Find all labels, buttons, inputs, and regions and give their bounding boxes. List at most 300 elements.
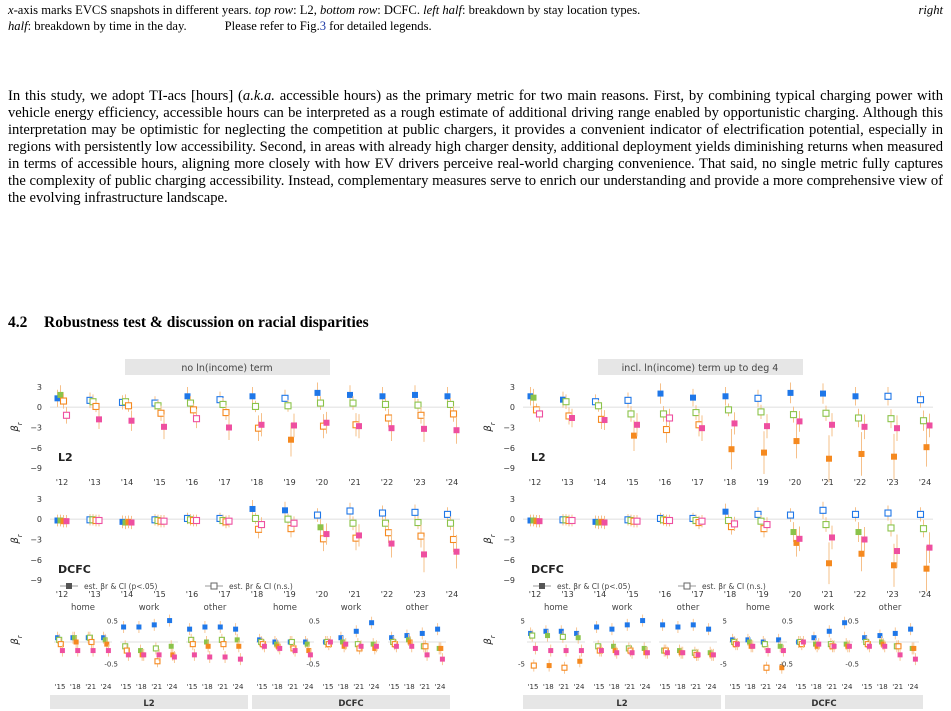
estimate-marker [259, 422, 265, 428]
x-tick-label: '12 [528, 478, 542, 487]
small-estimate-marker [369, 620, 374, 625]
x-tick-label: '13 [88, 590, 101, 599]
estimate-marker [563, 399, 569, 405]
estimate-marker [596, 403, 602, 409]
small-estimate-marker [665, 650, 670, 655]
small-estimate-marker [221, 642, 226, 647]
y-tick-label: −3 [30, 423, 42, 433]
small-estimate-marker [106, 648, 111, 653]
estimate-marker [823, 410, 829, 416]
small-estimate-marker [233, 627, 238, 632]
small-estimate-marker [121, 625, 126, 630]
estimate-marker [797, 536, 803, 542]
legend-filled-marker [66, 583, 72, 589]
x-tick-label: '14 [120, 590, 134, 599]
estimate-marker [862, 424, 868, 430]
small-estimate-marker [816, 642, 821, 647]
y-tick-label: −3 [503, 423, 515, 433]
estimate-marker [826, 560, 832, 566]
estimate-marker [726, 407, 732, 413]
small-x-tick-label: '24 [100, 683, 112, 691]
estimate-marker [924, 444, 930, 450]
small-x-tick-label: '24 [705, 683, 717, 691]
small-estimate-marker [832, 644, 837, 649]
y-tick-label: −9 [30, 464, 42, 474]
estimate-marker [661, 411, 667, 417]
y-axis-label: $\beta_r$ [483, 422, 497, 432]
estimate-marker [628, 411, 634, 417]
small-y-tick-label: 0.5 [308, 617, 320, 626]
y-tick-label: 0 [509, 515, 515, 525]
small-x-tick-label: '15 [388, 683, 400, 691]
small-estimate-marker [89, 640, 94, 645]
estimate-marker [412, 392, 418, 398]
subplot-title: home [272, 603, 298, 613]
estimate-marker [732, 420, 738, 426]
estimate-marker [191, 407, 197, 413]
estimate-marker [389, 541, 395, 547]
estimate-marker [921, 526, 927, 532]
estimate-marker [253, 515, 259, 521]
small-estimate-marker [409, 644, 414, 649]
estimate-marker [315, 512, 321, 518]
small-x-tick-label: '15 [322, 683, 334, 691]
estimate-marker [690, 395, 696, 401]
legend-filled-label: est. βr & CI (p<.05) [557, 582, 631, 591]
figure-caption [8, 2, 943, 34]
estimate-marker [755, 511, 761, 517]
small-estimate-marker [908, 627, 913, 632]
estimate-marker [226, 518, 232, 524]
small-x-tick-label: '18 [542, 683, 554, 691]
x-tick-label: '17 [218, 478, 231, 487]
small-x-tick-label: '21 [826, 683, 838, 691]
x-tick-label: '19 [756, 590, 769, 599]
small-y-tick-label: -0.5 [104, 660, 118, 669]
estimate-marker [188, 400, 194, 406]
small-x-tick-label: '24 [841, 683, 853, 691]
small-x-tick-label: '21 [151, 683, 163, 691]
small-estimate-marker [153, 646, 158, 651]
small-estimate-marker [423, 644, 428, 649]
x-tick-label: '17 [218, 590, 231, 599]
estimate-marker [421, 426, 427, 432]
estimate-marker [380, 510, 386, 516]
x-tick-label: '21 [348, 590, 361, 599]
small-estimate-marker [564, 648, 569, 653]
small-x-tick-label: '18 [403, 683, 415, 691]
estimate-marker [758, 409, 764, 415]
estimate-marker [226, 425, 232, 431]
estimate-marker [412, 509, 418, 515]
estimate-marker [729, 446, 735, 452]
estimate-marker [291, 520, 297, 526]
estimate-marker [829, 534, 835, 540]
small-estimate-marker [167, 618, 172, 623]
small-x-tick-label: '21 [85, 683, 97, 691]
small-estimate-marker [614, 650, 619, 655]
estimate-marker [537, 518, 543, 524]
x-tick-label: '19 [283, 590, 296, 599]
small-estimate-marker [74, 640, 79, 645]
small-estimate-marker [579, 648, 584, 653]
small-estimate-marker [867, 644, 872, 649]
x-tick-label: '14 [120, 478, 134, 487]
small-x-tick-label: '15 [527, 683, 539, 691]
x-tick-label: '20 [788, 478, 802, 487]
estimate-marker [634, 518, 640, 524]
small-x-tick-label: '21 [624, 683, 636, 691]
x-tick-label: '24 [918, 478, 932, 487]
x-tick-label: '13 [88, 478, 101, 487]
small-y-tick-label: -0.5 [779, 660, 793, 669]
x-tick-label: '23 [886, 478, 899, 487]
estimate-marker [888, 525, 894, 531]
small-estimate-marker [675, 625, 680, 630]
estimate-marker [220, 401, 226, 407]
y-tick-label: −6 [503, 443, 515, 453]
estimate-marker [250, 393, 256, 399]
estimate-marker [389, 425, 395, 431]
small-estimate-marker [766, 648, 771, 653]
small-x-tick-label: '15 [120, 683, 132, 691]
estimate-marker [699, 518, 705, 524]
small-estimate-marker [206, 644, 211, 649]
small-estimate-marker [562, 665, 567, 670]
small-estimate-marker [425, 652, 430, 657]
estimate-marker [421, 551, 427, 557]
small-estimate-marker [152, 622, 157, 627]
estimate-marker [885, 510, 891, 516]
y-tick-label: 3 [36, 382, 42, 392]
estimate-marker [356, 532, 362, 538]
small-y-tick-label: -5 [720, 660, 727, 669]
x-tick-label: '18 [250, 478, 264, 487]
estimate-marker [755, 395, 761, 401]
estimate-marker [658, 391, 664, 397]
legend-filled-label: est. βr & CI (p<.05) [84, 582, 158, 591]
subplot-title: home [543, 603, 569, 613]
estimate-marker [161, 424, 167, 430]
small-x-tick-label: '21 [690, 683, 702, 691]
estimate-marker [288, 437, 294, 443]
estimate-marker [853, 511, 859, 517]
small-x-tick-label: '21 [217, 683, 229, 691]
small-x-tick-label: '18 [337, 683, 349, 691]
small-x-tick-label: '18 [876, 683, 888, 691]
estimate-marker [667, 415, 673, 421]
estimate-marker [64, 518, 70, 524]
estimate-marker [448, 401, 454, 407]
small-y-tick-label: 0.5 [106, 617, 118, 626]
small-estimate-marker [435, 627, 440, 632]
estimate-marker [415, 402, 421, 408]
legend-open-marker [211, 583, 217, 589]
subplot-title: home [745, 603, 771, 613]
estimate-marker [451, 537, 457, 543]
x-tick-label: '16 [658, 590, 672, 599]
small-estimate-marker [691, 622, 696, 627]
estimate-marker [761, 450, 767, 456]
estimate-marker [924, 566, 930, 572]
small-estimate-marker [660, 622, 665, 627]
x-tick-label: '23 [413, 590, 426, 599]
small-x-tick-label: '15 [54, 683, 66, 691]
small-x-tick-label: '21 [353, 683, 365, 691]
small-x-tick-label: '21 [760, 683, 772, 691]
estimate-marker [126, 403, 132, 409]
estimate-marker [699, 425, 705, 431]
small-estimate-marker [157, 652, 162, 657]
small-estimate-marker [545, 633, 550, 638]
estimate-marker [918, 511, 924, 517]
caption-line-1: x-axis marks EVCS snapshots in different years. top row: L2, bottom row: DCFC. left half: breakdown by stay location types. right [8, 3, 943, 17]
small-x-tick-label: '18 [744, 683, 756, 691]
estimate-marker [324, 420, 330, 426]
estimate-marker [445, 393, 451, 399]
y-tick-label: 0 [36, 515, 42, 525]
small-estimate-marker [640, 618, 645, 623]
estimate-marker [318, 400, 324, 406]
small-estimate-marker [531, 663, 536, 668]
x-tick-label: '24 [918, 590, 932, 599]
x-tick-label: '17 [691, 590, 704, 599]
small-estimate-marker [126, 652, 131, 657]
estimate-marker [823, 522, 829, 528]
estimate-marker [788, 512, 794, 518]
subplot-title: other [878, 603, 902, 613]
small-estimate-marker [594, 625, 599, 630]
estimate-marker [96, 518, 102, 524]
estimate-marker [454, 427, 460, 433]
estimate-marker [664, 427, 670, 433]
x-tick-label: '20 [315, 590, 329, 599]
small-x-tick-label: '18 [674, 683, 686, 691]
estimate-marker [250, 506, 256, 512]
x-tick-label: '21 [821, 590, 834, 599]
x-tick-label: '20 [315, 478, 329, 487]
estimate-marker [161, 518, 167, 524]
estimate-marker [667, 518, 673, 524]
small-estimate-marker [207, 655, 212, 660]
x-tick-label: '21 [821, 478, 834, 487]
small-estimate-marker [394, 644, 399, 649]
estimate-marker [155, 403, 161, 409]
estimate-marker [634, 422, 640, 428]
y-tick-label: −6 [503, 555, 515, 565]
estimate-marker [537, 411, 543, 417]
estimate-marker [797, 418, 803, 424]
estimate-marker [380, 393, 386, 399]
small-estimate-marker [136, 625, 141, 630]
small-x-tick-label: '18 [810, 683, 822, 691]
caption-line-2: half: breakdown by time in the day. Please refer to Fig.3 for detailed legends. [8, 19, 432, 33]
small-estimate-marker [560, 634, 565, 639]
estimate-marker [350, 520, 356, 526]
estimate-marker [324, 531, 330, 537]
small-x-tick-label: '21 [419, 683, 431, 691]
y-tick-label: −3 [30, 535, 42, 545]
small-estimate-marker [576, 635, 581, 640]
estimate-marker [791, 529, 797, 535]
small-estimate-marker [696, 652, 701, 657]
small-y-tick-label: 5 [520, 617, 525, 626]
x-tick-label: '13 [561, 478, 574, 487]
estimate-marker [764, 522, 770, 528]
small-estimate-marker [735, 642, 740, 647]
estimate-marker [891, 562, 897, 568]
x-tick-label: '15 [153, 590, 166, 599]
estimate-marker [129, 418, 135, 424]
figure-ref-link[interactable]: 3 [319, 19, 327, 33]
small-y-tick-label: -0.5 [306, 660, 320, 669]
x-tick-label: '16 [185, 590, 199, 599]
small-x-tick-label: '24 [368, 683, 380, 691]
estimate-marker [894, 548, 900, 554]
y-axis-label: $\beta_r$ [483, 534, 497, 544]
legend-filled-marker [539, 583, 545, 589]
estimate-marker [253, 403, 259, 409]
small-estimate-marker [778, 644, 783, 649]
estimate-marker [415, 520, 421, 526]
small-estimate-marker [882, 644, 887, 649]
small-estimate-marker [75, 648, 80, 653]
estimate-marker [386, 530, 392, 536]
estimate-marker [185, 393, 191, 399]
estimate-marker [569, 518, 575, 524]
estimate-marker [58, 392, 64, 398]
small-estimate-marker [343, 642, 348, 647]
small-x-tick-label: '24 [639, 683, 651, 691]
estimate-marker [758, 518, 764, 524]
small-x-tick-label: '18 [201, 683, 213, 691]
estimate-marker [315, 390, 321, 396]
small-estimate-marker [141, 652, 146, 657]
small-estimate-marker [60, 648, 65, 653]
estimate-marker [282, 507, 288, 513]
small-x-tick-label: '15 [861, 683, 873, 691]
estimate-marker [918, 397, 924, 403]
section-number: 4.2 [8, 314, 28, 331]
estimate-marker [888, 416, 894, 422]
y-axis-label: $\beta_r$ [10, 422, 24, 432]
legend-open-label: est. βr & CI (n.s.) [229, 582, 293, 591]
estimate-marker [723, 509, 729, 515]
small-estimate-marker [277, 646, 282, 651]
small-estimate-marker [893, 631, 898, 636]
small-y-tick-label: -5 [518, 660, 525, 669]
x-tick-label: '12 [55, 478, 69, 487]
x-tick-label: '24 [445, 478, 459, 487]
estimate-marker [531, 395, 537, 401]
small-x-tick-label: '15 [593, 683, 605, 691]
estimate-marker [451, 411, 457, 417]
x-tick-label: '12 [528, 590, 542, 599]
x-tick-label: '21 [348, 478, 361, 487]
estimate-marker [602, 417, 608, 423]
x-tick-label: '22 [853, 590, 867, 599]
estimate-marker [569, 415, 575, 421]
row-label: DCFC [531, 563, 564, 576]
y-tick-label: −9 [503, 464, 515, 474]
small-estimate-marker [238, 657, 243, 662]
x-tick-label: '23 [413, 478, 426, 487]
subplot-title: other [676, 603, 700, 613]
estimate-marker [386, 415, 392, 421]
x-tick-label: '22 [380, 590, 394, 599]
estimate-marker [826, 456, 832, 462]
small-estimate-marker [625, 622, 630, 627]
subplot-title: work [340, 603, 362, 613]
subplot-title: work [611, 603, 633, 613]
small-estimate-marker [827, 629, 832, 634]
x-tick-label: '18 [723, 590, 737, 599]
small-x-tick-label: '15 [795, 683, 807, 691]
estimate-marker [927, 545, 933, 551]
estimate-marker [885, 393, 891, 399]
estimate-marker [693, 410, 699, 416]
small-y-tick-label: 5 [722, 617, 727, 626]
small-y-tick-label: -0.5 [845, 660, 859, 669]
estimate-marker [129, 520, 135, 526]
estimate-marker [350, 400, 356, 406]
small-estimate-marker [630, 650, 635, 655]
small-estimate-marker [438, 646, 443, 651]
group-label: DCFC [811, 699, 837, 709]
small-estimate-marker [190, 642, 195, 647]
group-label: DCFC [338, 699, 364, 709]
small-estimate-marker [599, 648, 604, 653]
small-estimate-marker [842, 620, 847, 625]
small-estimate-marker [781, 648, 786, 653]
estimate-marker [856, 415, 862, 421]
body-paragraph: In this study, we adopt TI-acs [hours] (a.k.a. accessible hours) as the primary metric for two main reasons. First, by combining typical charging power with vehicle energy efficiency, accessible hours can be interpreted as a rough estimate of additional driving range enabled by opportunistic charging. Although this interpretation may be optimistic for neglecting the competition at public chargers, it provides a convenient indicator of electrification potential, especially in regions with persistently low accessibility. Second, in areas with already high charger density, additional deployment yields diminishing returns when measured in terms of accessible hours, aligning more closely with how EV drivers perceive real-world charging convenience. That said, no single metric fully captures the complexity of public charging accessibility. Instead, complementary measures serve to enrich our understanding and provide a more comprehensive view of the evolving infrastructure landscape. [8, 88, 944, 206]
legend-open-label: est. βr & CI (n.s.) [702, 582, 766, 591]
y-tick-label: −9 [503, 576, 515, 586]
y-tick-label: −6 [30, 443, 42, 453]
estimate-marker [194, 518, 200, 524]
y-tick-label: 3 [509, 494, 515, 504]
estimate-marker [631, 433, 637, 439]
estimate-marker [820, 391, 826, 397]
x-tick-label: '23 [886, 590, 899, 599]
x-tick-label: '12 [55, 590, 69, 599]
estimate-marker [282, 395, 288, 401]
small-x-tick-label: '15 [729, 683, 741, 691]
x-tick-label: '15 [626, 590, 639, 599]
small-x-tick-label: '15 [186, 683, 198, 691]
estimate-marker [61, 398, 67, 404]
estimate-marker [788, 390, 794, 396]
small-x-tick-label: '24 [907, 683, 919, 691]
estimate-marker [820, 507, 826, 513]
small-estimate-marker [218, 625, 223, 630]
y-axis-label: $\beta_r$ [10, 534, 24, 544]
subplot-title: work [138, 603, 160, 613]
group-label: L2 [616, 699, 628, 709]
small-estimate-marker [548, 648, 553, 653]
legend-open-marker [684, 583, 690, 589]
small-estimate-marker [764, 665, 769, 670]
small-estimate-marker [308, 652, 313, 657]
panel-title: incl. ln(income) term up to deg 4 [621, 363, 779, 374]
x-tick-label: '15 [626, 478, 639, 487]
estimate-marker [794, 438, 800, 444]
estimate-marker [856, 529, 862, 535]
estimate-marker [445, 511, 451, 517]
small-x-tick-label: '24 [166, 683, 178, 691]
estimate-marker [764, 423, 770, 429]
